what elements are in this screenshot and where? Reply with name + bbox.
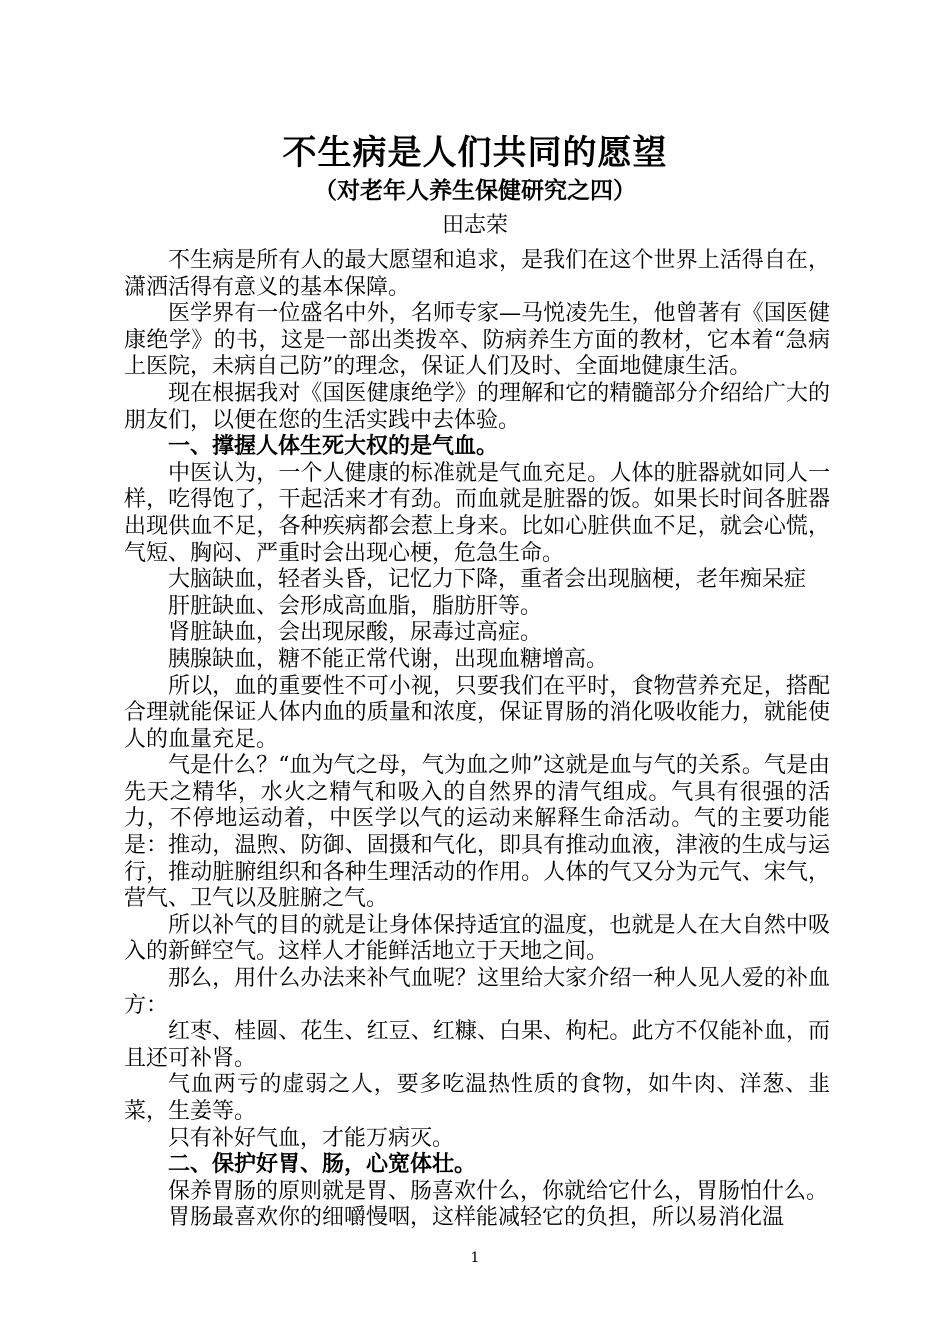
paragraph: 气是什么？“血为气之母，气为血之帅”这就是血与气的关系。气是由先天之精华，水火之精气和吸入的自然界的清气组成。气具有很强的活力，不停地运动着，中医学以气的运动来解释生命活动。气的主要功能是：推动，温煦、防御、固摄和气化，即具有推动血液，津液的生成与运行，推动脏腑组织和各种生理活动的作用。人体的气又分为元气、宋气，营气、卫气以及脏腑之气。 xyxy=(124,753,830,912)
page-number: 1 xyxy=(470,1250,480,1266)
paragraph: 胰腺缺血，糖不能正常代谢，出现血糖增高。 xyxy=(168,646,609,672)
paragraph: 不生病是所有人的最大愿望和追求，是我们在这个世界上活得自在，潇洒活得有意义的基本保障。 xyxy=(124,248,830,300)
paragraph: 中医认为，一个人健康的标准就是气血充足。人体的脏器就如同人一样，吃得饱了，干起活来才有劲。而血就是脏器的饭。如果长时间各脏器出现供血不足，各种疾病都会惹上身来。比如心脏供血不足，就会心慌，气短、胸闷、严重时会出现心梗，危急生命。 xyxy=(124,460,830,566)
paragraph: 肾脏缺血，会出现尿酸，尿毒过高症。 xyxy=(168,620,543,646)
paragraph: 那么，用什么办法来补气血呢？这里给大家介绍一种人见人爱的补血方： xyxy=(124,966,830,1018)
paragraph: 所以，血的重要性不可小视，只要我们在平时，食物营养充足，搭配合理就能保证人体内血的质量和浓度，保证胃肠的消化吸收能力，就能使人的血量充足。 xyxy=(124,673,830,752)
section-heading: 二、保护好胃、肠，心宽体壮。 xyxy=(168,1152,477,1178)
paragraph: 肝脏缺血、会形成高血脂，脂肪肝等。 xyxy=(168,593,543,619)
paragraph: 医学界有一位盛名中外，名师专家—马悦凌先生，他曾著有《国医健康绝学》的书，这是一部出类拨卒、防病养生方面的教材，它本着“急病上医院，未病自己防”的理念，保证人们及时、全面地健康生活。 xyxy=(124,301,830,380)
paragraph: 只有补好气血，才能万病灭。 xyxy=(168,1125,455,1151)
paragraph: 所以补气的目的就是让身体保持适宜的温度，也就是人在大自然中吸入的新鲜空气。这样人才能鲜活地立于天地之间。 xyxy=(124,912,830,965)
author-name: 田志荣 xyxy=(441,213,508,238)
paragraph: 红枣、桂圆、花生、红豆、红糠、白果、枸杞。此方不仅能补血，而且还可补肾。 xyxy=(124,1019,830,1071)
document-body xyxy=(124,248,830,1232)
paragraph: 现在根据我对《国医健康绝学》的理解和它的精髓部分介绍给广大的朋友们，以便在您的生活实践中去体验。 xyxy=(124,380,830,433)
section-heading: 一、撑握人体生死大权的是气血。 xyxy=(168,434,499,460)
paragraph: 保养胃肠的原则就是胃、肠喜欢什么，你就给它什么，胃肠怕什么。 xyxy=(168,1178,829,1204)
paragraph: 大脑缺血，轻者头昏，记忆力下降，重者会出现脑梗，老年痴呆症 xyxy=(168,567,807,593)
document-subtitle: （对老年人养生保健研究之四） xyxy=(314,178,636,204)
paragraph: 气血两亏的虚弱之人，要多吃温热性质的食物，如牛肉、洋葱、韭菜，生姜等。 xyxy=(124,1072,830,1124)
paragraph: 胃肠最喜欢你的细嚼慢咽，这样能减轻它的负担，所以易消化温 xyxy=(168,1205,785,1231)
document-title: 不生病是人们共同的愿望 xyxy=(282,133,668,173)
